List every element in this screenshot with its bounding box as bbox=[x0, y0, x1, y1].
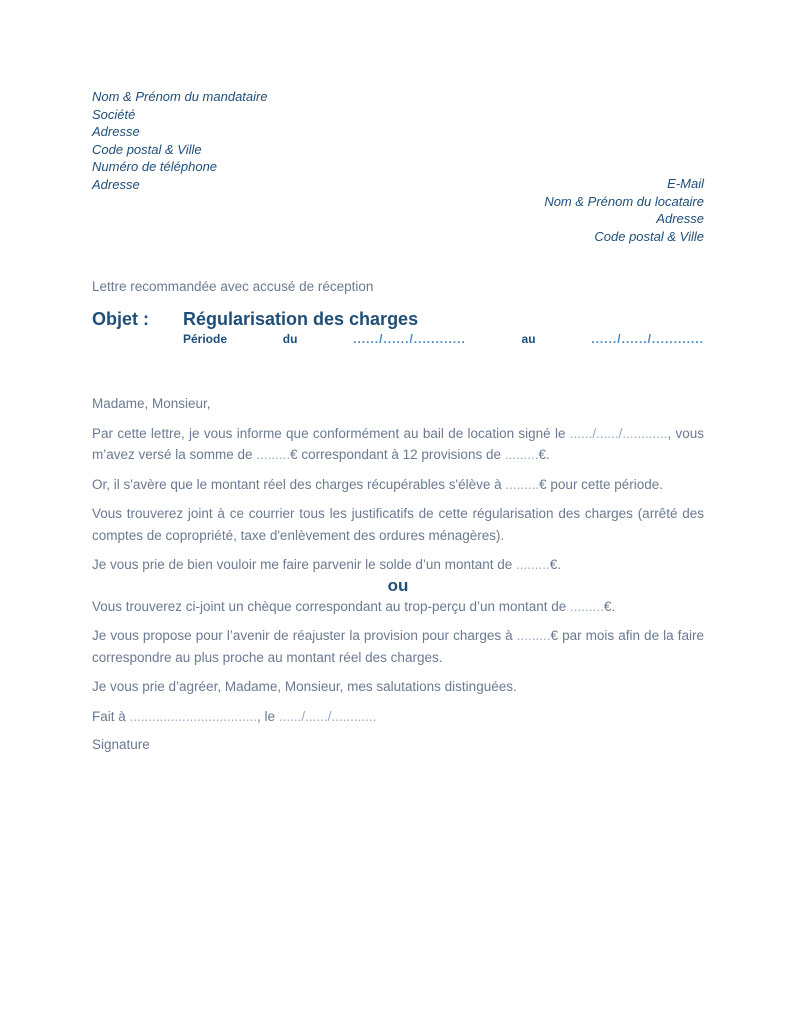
signature-label: Signature bbox=[92, 737, 150, 752]
period-to-label: au bbox=[521, 332, 536, 346]
cheque-amount-field: ......... bbox=[570, 598, 604, 614]
intro-text-4: €. bbox=[538, 447, 550, 462]
fait-text-2: , le bbox=[257, 708, 279, 724]
cheque-text-2: €. bbox=[603, 598, 616, 614]
recipient-address: Adresse bbox=[656, 211, 704, 226]
paragraph-reajustement bbox=[92, 625, 704, 668]
recipient-address-block bbox=[544, 175, 704, 245]
intro-text-1: Par cette lettre, je vous informe que conformément au bail de location signé le bbox=[92, 425, 570, 441]
intro-amount-field-2: ......... bbox=[504, 447, 539, 462]
reajust-text-2: € par mois afin de la faire correspondre au plus proche au montant réel des charges. bbox=[92, 628, 704, 665]
period-from-label: du bbox=[282, 332, 298, 346]
paragraph-solde bbox=[92, 554, 704, 576]
solde-text-2: €. bbox=[549, 557, 562, 572]
sender-address-2: Adresse bbox=[92, 176, 140, 192]
sender-address: Adresse bbox=[92, 124, 140, 139]
subject-title: Régularisation des charges bbox=[183, 309, 419, 329]
cheque-text-1: Vous trouverez ci-joint un chèque correspondant au trop-perçu d’un montant de bbox=[92, 598, 571, 614]
period-row bbox=[183, 331, 704, 347]
actual-text-2: € pour cette période. bbox=[539, 476, 663, 492]
sender-phone: Numéro de téléphone bbox=[92, 159, 218, 174]
salutation: Madame, Monsieur, bbox=[92, 396, 211, 411]
solde-text-1: Je vous prie de bien vouloir me faire parvenir le solde d’un montant de bbox=[92, 557, 516, 572]
period-label: Période bbox=[183, 332, 228, 346]
period-to-date-field: ....../....../............ bbox=[591, 332, 704, 346]
sender-postal-city: Code postal & Ville bbox=[92, 141, 202, 157]
fait-text-1: Fait à bbox=[92, 708, 130, 724]
intro-text-3: € correspondant à 12 provisions de bbox=[290, 447, 505, 462]
fait-a-line bbox=[92, 706, 704, 728]
intro-text-2: , vous m’avez versé la somme de bbox=[92, 425, 704, 462]
recipient-postal-city: Code postal & Ville bbox=[594, 228, 704, 244]
registered-mail-mention: Lettre recommandée avec accusé de réception bbox=[92, 279, 374, 294]
intro-date-field: ....../....../............ bbox=[569, 425, 668, 441]
actual-amount-field: ......... bbox=[505, 476, 540, 492]
or-separator: ou bbox=[387, 575, 409, 595]
fait-place-field: .................................. bbox=[129, 708, 258, 724]
paragraph-closing: Je vous prie d’agréer, Madame, Monsieur, mes salutations distinguées. bbox=[92, 679, 517, 694]
solde-amount-field: ......... bbox=[516, 557, 550, 572]
subject-row bbox=[92, 308, 704, 331]
reajust-amount-field: ......... bbox=[516, 628, 551, 643]
paragraph-justificatifs: Vous trouverez joint à ce courrier tous les justificatifs de cette régularisation des charges (arrêté des comptes de copropriété, taxe d'enlèvement des ordures ménagères). bbox=[92, 506, 704, 543]
letter-body bbox=[92, 277, 704, 756]
paragraph-actual-charges bbox=[92, 474, 704, 496]
sender-address-block bbox=[92, 88, 268, 193]
recipient-email: E-Mail bbox=[667, 176, 704, 191]
subject-label: Objet : bbox=[92, 309, 149, 329]
actual-text-1: Or, il s'avère que le montant réel des charges récupérables s'élève à bbox=[92, 476, 506, 492]
sender-company: Société bbox=[92, 106, 136, 122]
paragraph-cheque bbox=[92, 596, 704, 618]
reajust-text-1: Je vous propose pour l’avenir de réajuster la provision pour charges à bbox=[92, 628, 517, 643]
recipient-name: Nom & Prénom du locataire bbox=[544, 193, 704, 209]
sender-name: Nom & Prénom du mandataire bbox=[92, 89, 268, 104]
paragraph-intro bbox=[92, 423, 704, 466]
period-from-date-field: ....../....../............ bbox=[353, 332, 466, 346]
intro-amount-field-1: ......... bbox=[256, 447, 291, 462]
fait-date-field: ....../....../............ bbox=[278, 708, 377, 724]
